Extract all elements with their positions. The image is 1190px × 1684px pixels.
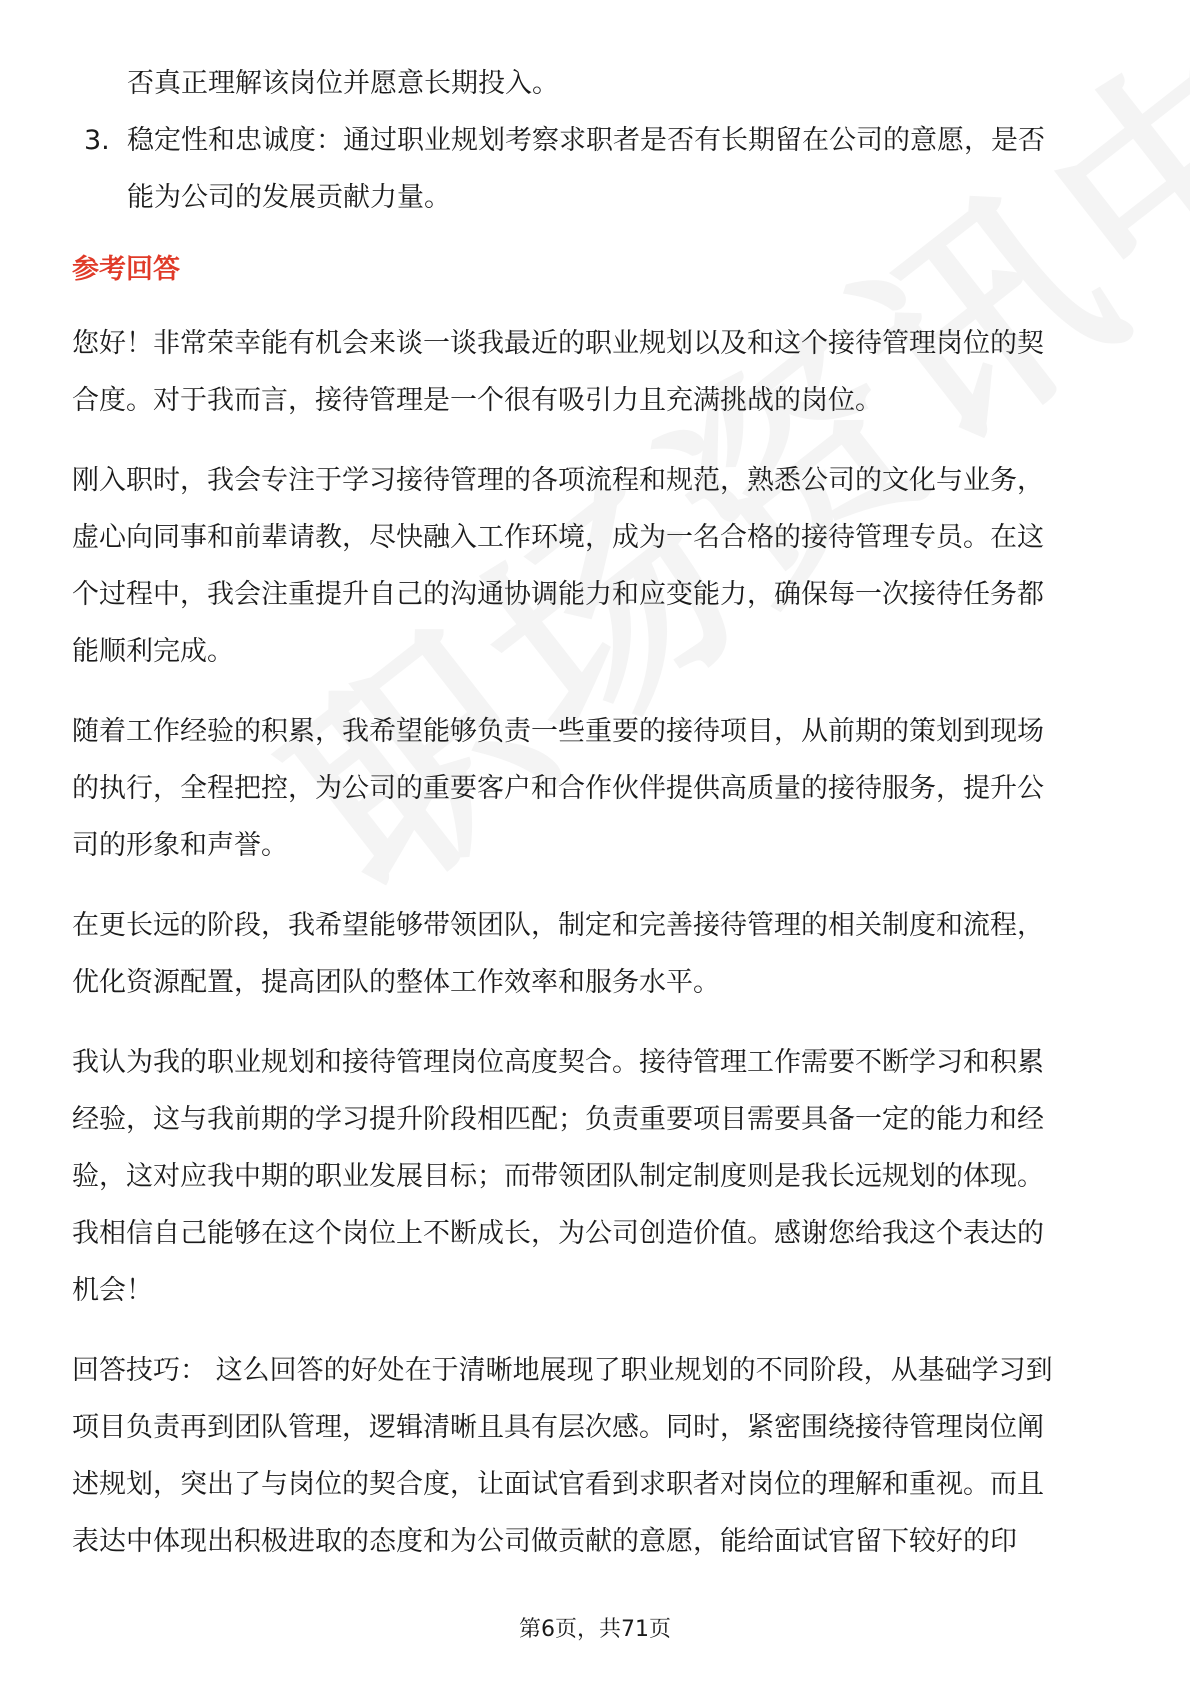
page-number: 第6页，共71页 <box>519 1617 671 1642</box>
paragraph-early-stage <box>72 452 1122 680</box>
paragraph-line: 在更长远的阶段，我希望能够带领团队，制定和完善接待管理的相关制度和流程， <box>72 910 1044 941</box>
paragraph-line: 能顺利完成。 <box>72 636 234 667</box>
paragraph-line: 我认为我的职业规划和接待管理岗位高度契合。接待管理工作需要不断学习和积累 <box>72 1047 1044 1078</box>
list-item-line: 能为公司的发展贡献力量。 <box>127 182 451 213</box>
page-content <box>72 55 1122 1570</box>
paragraph-line: 随着工作经验的积累，我希望能够负责一些重要的接待项目，从前期的策划到现场 <box>72 716 1044 747</box>
paragraph-line: 司的形象和声誉。 <box>72 830 288 861</box>
paragraph-line: 我相信自己能够在这个岗位上不断成长，为公司创造价值。感谢您给我这个表达的 <box>72 1218 1044 1249</box>
paragraph-greeting <box>72 315 1122 429</box>
paragraph-line: 合度。对于我而言，接待管理是一个很有吸引力且充满挑战的岗位。 <box>72 385 882 416</box>
paragraph-line: 优化资源配置，提高团队的整体工作效率和服务水平。 <box>72 967 720 998</box>
paragraph-mid-stage <box>72 703 1122 874</box>
paragraph-line: 刚入职时，我会专注于学习接待管理的各项流程和规范，熟悉公司的文化与业务， <box>72 465 1044 496</box>
paragraph-line: 回答技巧： 这么回答的好处在于清晰地展现了职业规划的不同阶段，从基础学习到 <box>72 1355 1053 1386</box>
paragraph-line: 虚心向同事和前辈请教，尽快融入工作环境，成为一名合格的接待管理专员。在这 <box>72 522 1044 553</box>
paragraph-line: 经验，这与我前期的学习提升阶段相匹配；负责重要项目需要具备一定的能力和经 <box>72 1104 1044 1135</box>
paragraph-fit <box>72 1034 1122 1319</box>
paragraph-long-term <box>72 897 1122 1011</box>
paragraph-line: 机会！ <box>72 1275 153 1306</box>
paragraph-line: 述规划，突出了与岗位的契合度，让面试官看到求职者对岗位的理解和重视。而且 <box>72 1469 1044 1500</box>
paragraph-line: 验，这对应我中期的职业发展目标；而带领团队制定制度则是我长远规划的体现。 <box>72 1161 1044 1192</box>
list-item-line: 稳定性和忠诚度：通过职业规划考察求职者是否有长期留在公司的意愿，是否 <box>127 125 1045 156</box>
paragraph-line: 个过程中，我会注重提升自己的沟通协调能力和应变能力，确保每一次接待任务都 <box>72 579 1044 610</box>
paragraph-tips <box>72 1342 1122 1570</box>
paragraph-line: 表达中体现出积极进取的态度和为公司做贡献的意愿，能给面试官留下较好的印 <box>72 1526 1017 1557</box>
list-number: 3. <box>84 125 110 156</box>
list-item-3 <box>72 112 1122 226</box>
paragraph-line: 的执行，全程把控，为公司的重要客户和合作伙伴提供高质量的接待服务，提升公 <box>72 773 1044 804</box>
list-item-2-continuation: 否真正理解该岗位并愿意长期投入。 <box>127 68 559 99</box>
paragraph-line: 您好！非常荣幸能有机会来谈一谈我最近的职业规划以及和这个接待管理岗位的契 <box>72 328 1044 359</box>
section-title: 参考回答 <box>72 254 180 285</box>
paragraph-line: 项目负责再到团队管理，逻辑清晰且具有层次感。同时，紧密围绕接待管理岗位阐 <box>72 1412 1044 1443</box>
